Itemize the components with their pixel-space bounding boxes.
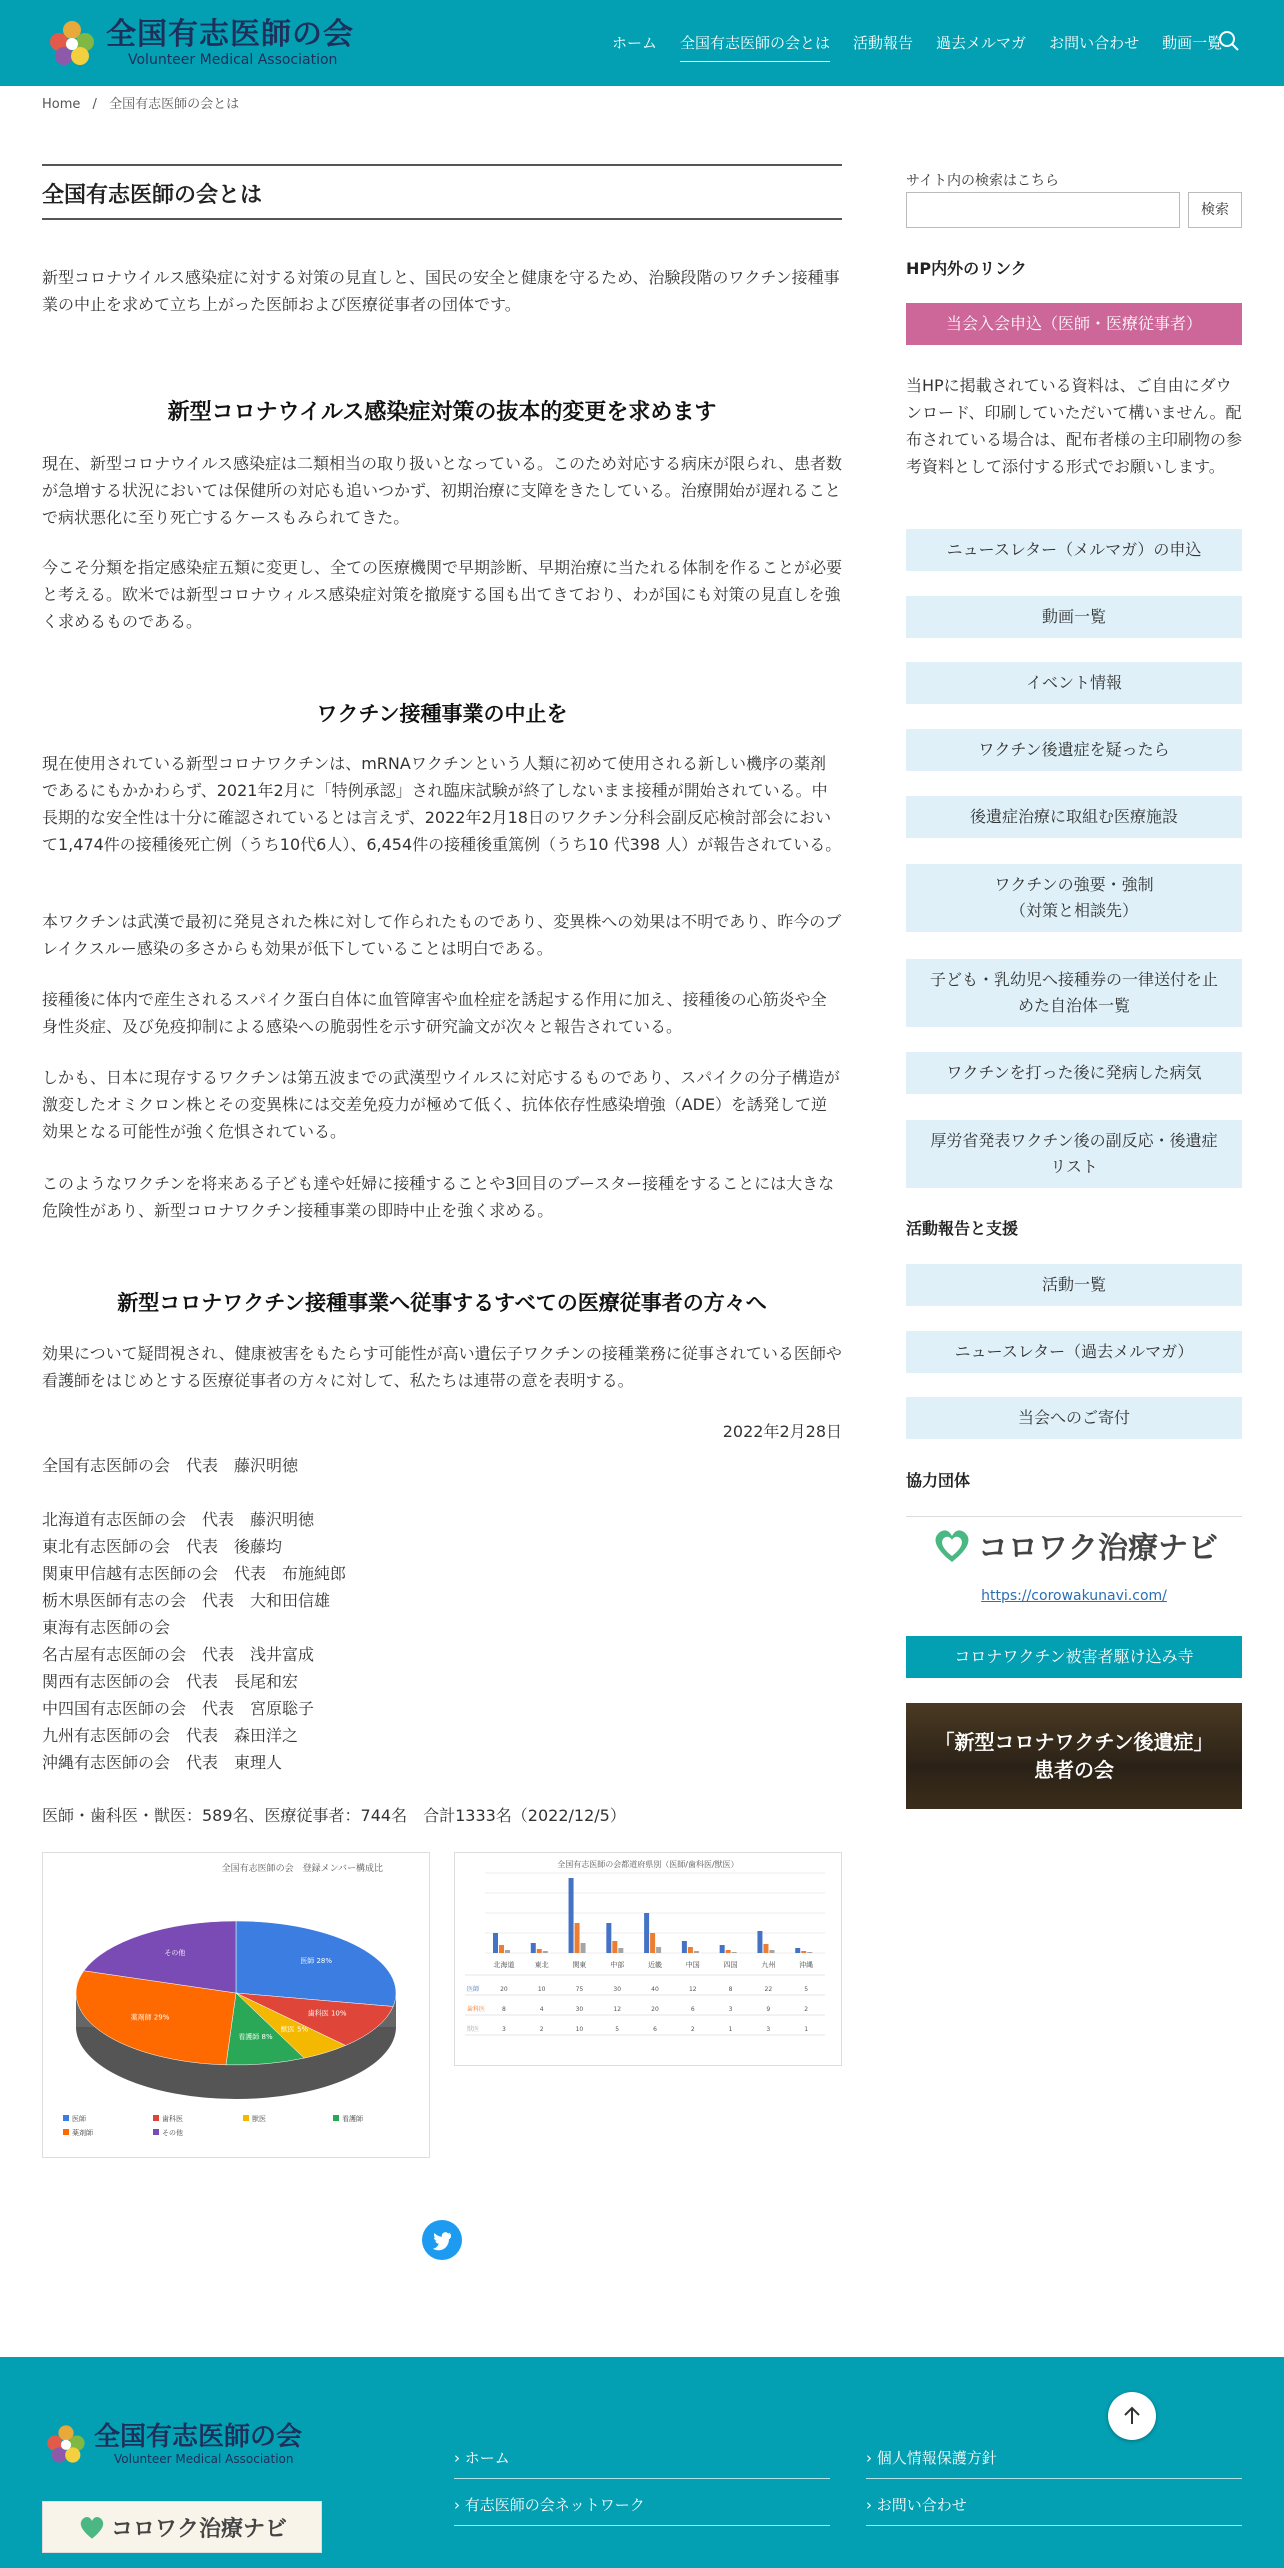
table-value: 9: [766, 2006, 771, 2013]
footer-link-network[interactable]: › 有志医師の会ネットワーク: [454, 2494, 830, 2526]
bar: [688, 1947, 693, 1953]
link-mhlw-list[interactable]: 厚労省発表ワクチン後の副反応・後遺症リスト: [906, 1120, 1242, 1188]
bar-title: 全国有志医師の会都道府県別（医師/歯科医/獣医）: [557, 1860, 739, 1869]
bar: [499, 1945, 504, 1953]
pie-legend-swatch: [333, 2115, 339, 2121]
partner-logo-text: コロワク治療ナビ: [978, 1531, 1218, 1566]
bar-category-label: 九州: [761, 1961, 776, 1969]
bar-category-label: 東北: [534, 1961, 549, 1969]
bar-category-label: 北海道: [493, 1961, 515, 1969]
logo-mark-icon: [46, 16, 98, 70]
section1-heading: 新型コロナウイルス感染症対策の抜本的変更を求めます: [167, 400, 717, 425]
footer-link-label: 個人情報保護方針: [876, 2449, 997, 2467]
table-value: 20: [651, 2006, 659, 2013]
victim-support-button[interactable]: コロナワクチン被害者駆け込み寺: [906, 1636, 1242, 1678]
logo-subtitle: Volunteer Medical Association: [128, 52, 338, 68]
pie-legend-swatch: [63, 2115, 69, 2121]
bar: [801, 1951, 806, 1953]
bar: [537, 1949, 542, 1953]
branch-item: 北海道有志医師の会 代表 藤沢明徳: [42, 1510, 315, 1529]
bar: [656, 1947, 661, 1953]
bar: [769, 1950, 774, 1953]
bar: [726, 1950, 731, 1953]
section2-paragraph-4: しかも、日本に現存するワクチンは第五波までの武漢型ウイルスに対応するものであり、スパイクの分子構造が激変したオミクロン株とその変異株には交差免疫力が極めて低く、抗体依存性感染増強（ADE）を誘発して逆効果となる可能性が強く危惧されている。: [42, 1068, 840, 1141]
region-bar-chart[interactable]: [454, 1852, 842, 2066]
nav-about[interactable]: 全国有志医師の会とは: [680, 32, 830, 62]
pie-legend-swatch: [153, 2129, 159, 2135]
member-count: 医師・歯科医・獣医：589名、医療従事者：744名 合計1333名（2022/12/5）: [42, 1806, 626, 1825]
footer-logo-subtitle: Volunteer Medical Association: [114, 2452, 294, 2466]
bar: [606, 1923, 611, 1953]
table-value: 30: [575, 2006, 584, 2013]
footer-link-label: 有志医師の会ネットワーク: [464, 2496, 645, 2514]
branch-item: 関西有志医師の会 代表 長尾和宏: [42, 1672, 299, 1691]
table-value: 3: [501, 2026, 506, 2033]
partner-heading: 協力団体: [906, 1471, 971, 1490]
footer-logo-title: 全国有志医師の会: [94, 2422, 303, 2452]
section3-heading: 新型コロナワクチン接種事業へ従事するすべての医療従事者の方々へ: [117, 1291, 767, 1315]
link-diseases[interactable]: ワクチンを打った後に発病した病気: [906, 1052, 1242, 1094]
bar: [763, 1944, 768, 1953]
table-value: 8: [728, 1986, 733, 1993]
footer-heart-icon: [77, 2514, 107, 2540]
table-value: 1: [728, 2026, 733, 2033]
bar-category-label: 四国: [723, 1961, 738, 1969]
pie-legend-swatch: [153, 2115, 159, 2121]
footer-link-label: ホーム: [464, 2449, 510, 2467]
section3-paragraph: 効果について疑問視され、健康被害をもたらす可能性が高い遺伝子ワクチンの接種業務に従事されている医師や看護師をはじめとする医療従事者の方々に対して、私たちは連帯の意を表明する。: [42, 1344, 842, 1390]
bar: [612, 1941, 617, 1953]
table-value: 6: [653, 2026, 657, 2033]
series-label: 獣医: [467, 2026, 480, 2033]
link-videos[interactable]: 動画一覧: [906, 596, 1242, 638]
scroll-to-top-button[interactable]: [1108, 2392, 1156, 2440]
branch-item: 東海有志医師の会: [42, 1618, 171, 1637]
nav-contact[interactable]: お問い合わせ: [1049, 34, 1140, 52]
representative: 全国有志医師の会 代表 藤沢明徳: [42, 1456, 299, 1475]
branch-list: [42, 1506, 842, 1776]
bar-category-label: 沖縄: [799, 1961, 814, 1969]
branch-item: 関東甲信越有志医師の会 代表 布施純郎: [42, 1564, 347, 1583]
links-heading: HP内外のリンク: [906, 259, 1027, 278]
nav-videos[interactable]: 動画一覧: [1162, 34, 1223, 52]
table-value: 10: [575, 2026, 584, 2033]
table-value: 3: [728, 2006, 733, 2013]
pie-slice-label: 看護師 8%: [238, 2032, 273, 2041]
partner-logo[interactable]: [906, 1520, 1242, 1570]
section2-paragraph-3: 接種後に体内で産生されるスパイク蛋白自体に血管障害や血栓症を誘起する作用に加え、接種後の心筋炎や全身性炎症、及び免疫抑制による感染への脆弱性を示す研究論文が次々と報告されている。: [42, 990, 827, 1036]
branch-item: 沖縄有志医師の会 代表 東理人: [42, 1753, 283, 1772]
nav-home[interactable]: ホーム: [612, 34, 658, 52]
table-value: 3: [766, 2026, 771, 2033]
table-value: 2: [690, 2026, 695, 2033]
section1-paragraph-1: 現在、新型コロナウイルス感染症は二類相当の取り扱いとなっている。このため対応する病床が限られ、患者数が急増する状況においては保健所の対応も追いつかず、初期治療に支障をきたしている。治療開始が遅れることで病状悪化に至り死亡するケースもみられてきた。: [42, 454, 843, 527]
link-newsletter-signup[interactable]: ニュースレター（メルマガ）の申込: [906, 529, 1242, 571]
bar-category-label: 関東: [572, 1961, 587, 1969]
series-label: 歯科医: [467, 2006, 486, 2013]
link-past-newsletters[interactable]: ニュースレター（過去メルマガ）: [906, 1331, 1242, 1373]
bar-category-label: 中部: [610, 1961, 625, 1969]
pie-legend-label: 獣医: [252, 2115, 266, 2123]
table-value: 8: [501, 2006, 506, 2013]
footer-link-home[interactable]: › ホーム: [454, 2447, 830, 2479]
bar: [650, 1933, 655, 1953]
branch-item: 中四国有志医師の会 代表 宮原聡子: [42, 1699, 315, 1718]
breadcrumb-home[interactable]: Home: [42, 97, 81, 112]
footer-logo[interactable]: [44, 2421, 302, 2467]
pie-legend-label: その他: [162, 2129, 183, 2137]
nav-reports[interactable]: 活動報告: [853, 34, 914, 52]
table-value: 40: [651, 1986, 659, 1993]
heart-hands-icon: [930, 1526, 974, 1564]
table-value: 1: [804, 2026, 809, 2033]
bar-category-label: 中国: [685, 1961, 700, 1969]
table-value: 5: [615, 2026, 620, 2033]
pie-slice-label: 獣医 5%: [280, 2025, 309, 2034]
arrow-up-icon: [1108, 2392, 1156, 2440]
section2-paragraph-5: このようなワクチンを将来ある子ども達や妊婦に接種することや3回目のブースター接種をすることには大きな危険性があり、新型コロナワクチン接種事業の即時中止を強く求める。: [42, 1174, 835, 1220]
table-value: 10: [537, 1986, 546, 1993]
search-button[interactable]: 検索: [1188, 192, 1242, 228]
divider: [906, 1516, 1242, 1517]
table-value: 4: [539, 2006, 544, 2013]
section2-heading: ワクチン接種事業の中止を: [316, 702, 568, 726]
link-municipalities[interactable]: 子ども・乳幼児へ接種券の一律送付を止めた自治体一覧: [906, 959, 1242, 1027]
footer-link-privacy[interactable]: › 個人情報保護方針: [866, 2447, 1242, 2479]
table-value: 22: [764, 1986, 773, 1993]
footer-navi-text: コロワク治療ナビ: [110, 2516, 287, 2542]
footer-logo-mark-icon: [44, 2421, 88, 2467]
section2-paragraph-2: 本ワクチンは武漢で最初に発見された株に対して作られたものであり、変異株への効果は不明であり、昨今のブレイクスルー感染の多さからも効果が低下していることは明白である。: [42, 912, 842, 958]
pie-chart-svg: [43, 1853, 429, 2157]
bar-chart-svg: [455, 1853, 841, 2065]
bar: [569, 1878, 574, 1953]
table-value: 30: [613, 1986, 622, 1993]
section2-paragraph-1: 現在使用されている新型コロナワクチンは、mRNAワクチンという人類に初めて使用される新しい機序の薬剤であるにもかかわらず、2021年2月に「特例承認」され臨床試験が終了しないまま接種が開始されている。中長期的な安全性は十分に確認されているとは言えず、2022年2月18日のワクチン分科会副反応検討部会において1,474件の接種後死亡例（うち10代6人）、6,454件の接種後重篤例（うち10 代398 人）が報告されている。: [42, 754, 842, 854]
branch-item: 名古屋有志医師の会 代表 浅井富成: [42, 1645, 315, 1664]
pie-slice-label: 医師 28%: [300, 1957, 333, 1966]
bar: [807, 1952, 812, 1953]
bar-category-label: 近畿: [648, 1961, 662, 1969]
logo-title: 全国有志医師の会: [106, 17, 354, 52]
bar: [720, 1945, 725, 1953]
pie-slice-label: 歯科医 10%: [307, 2009, 347, 2018]
branch-item: 九州有志医師の会 代表 森田洋之: [42, 1726, 299, 1745]
join-button[interactable]: 当会入会申込（医師・医療従事者）: [906, 303, 1242, 345]
partner-url-link[interactable]: https://corowakunavi.com/: [981, 1588, 1167, 1604]
link-clinics[interactable]: 後遺症治療に取組む医療施設: [906, 796, 1242, 838]
pie-legend-label: 歯科医: [162, 2115, 183, 2123]
search-input[interactable]: [906, 192, 1180, 228]
pie-legend-label: 医師: [72, 2115, 86, 2123]
table-value: 2: [804, 2006, 809, 2013]
table-value: 6: [690, 2006, 695, 2013]
bar: [531, 1943, 536, 1953]
pie-legend-swatch: [243, 2115, 249, 2121]
download-notice: 当HPに掲載されている資料は、ご自由にダウンロード、印刷していただいて構いません。配布されている場合は、配布者様の主印刷物の参考資料として添付する形式でお願いします。: [906, 376, 1243, 476]
footer-navi-banner[interactable]: [42, 2501, 322, 2553]
activity-heading: 活動報告と支援: [906, 1219, 1019, 1238]
pie-legend-swatch: [63, 2129, 69, 2135]
bar: [732, 1952, 737, 1953]
bar: [493, 1933, 498, 1953]
breadcrumb: [42, 93, 247, 112]
link-events[interactable]: イベント情報: [906, 662, 1242, 704]
link-activities[interactable]: 活動一覧: [906, 1264, 1242, 1306]
breadcrumb-current: 全国有志医師の会とは: [109, 97, 240, 112]
member-pie-chart[interactable]: [42, 1852, 430, 2158]
link-side-effects[interactable]: ワクチン後遺症を疑ったら: [906, 729, 1242, 771]
nav-newsletters[interactable]: 過去メルマガ: [936, 34, 1027, 52]
banner-text: 「新型コロナワクチン後遺症」 患者の会: [934, 1730, 1214, 1782]
breadcrumb-separator: /: [92, 97, 97, 112]
statement-date: 2022年2月28日: [722, 1422, 842, 1441]
link-coercion[interactable]: ワクチンの強要・強制 （対策と相談先）: [906, 864, 1242, 932]
pie-slice-label: 薬剤師 29%: [130, 2013, 170, 2022]
site-footer: [0, 2357, 1284, 2568]
section1-paragraph-2: 今こそ分類を指定感染症五類に変更し、全ての医療機関で早期診断、早期治療に当たれる体制を作ることが必要と考える。欧米では新型コロナウィルス感染症対策を撤廃する国も出てきており、わが国にも対策の見直しを強く求めるものである。: [42, 558, 843, 631]
site-logo[interactable]: [46, 16, 354, 70]
bar: [694, 1951, 699, 1953]
series-label: 医師: [467, 1986, 480, 1993]
bar: [644, 1913, 649, 1953]
bar: [581, 1943, 586, 1953]
pie-legend-label: 薬剤師: [72, 2129, 93, 2137]
link-donate[interactable]: 当会へのご寄付: [906, 1397, 1242, 1439]
table-value: 20: [500, 1986, 508, 1993]
table-value: 5: [804, 1986, 809, 1993]
bar: [543, 1951, 548, 1953]
branch-item: 栃木県医師有志の会 代表 大和田信雄: [42, 1591, 331, 1610]
sidebar: [906, 0, 1242, 1820]
bar: [795, 1948, 800, 1953]
table-value: 2: [539, 2026, 544, 2033]
bar: [505, 1950, 510, 1953]
twitter-share-icon[interactable]: [422, 2220, 462, 2260]
table-value: 75: [575, 1986, 584, 1993]
footer-link-contact[interactable]: › お問い合わせ: [866, 2494, 1242, 2526]
partner-url-wrap: [906, 1585, 1242, 1604]
page-title: 全国有志医師の会とは: [42, 164, 842, 220]
patient-group-banner[interactable]: [906, 1703, 1242, 1809]
branch-item: 東北有志医師の会 代表 後藤均: [42, 1537, 283, 1556]
search-label: サイト内の検索はこちら: [906, 173, 1060, 189]
bar: [618, 1948, 623, 1953]
bar: [757, 1931, 762, 1953]
pie-legend-label: 看護師: [342, 2115, 363, 2123]
bar: [682, 1941, 687, 1953]
intro-paragraph: 新型コロナウイルス感染症に対する対策の見直しと、国民の安全と健康を守るため、治験段階のワクチン接種事業の中止を求めて立ち上がった医師および医療従事者の団体です。: [42, 268, 840, 314]
footer-link-label: お問い合わせ: [876, 2496, 967, 2514]
bar: [575, 1923, 580, 1953]
pie-title: 全国有志医師の会 登録メンバー構成比: [221, 1864, 383, 1874]
pie-slice-label: その他: [164, 1949, 186, 1958]
table-value: 12: [613, 2006, 622, 2013]
table-value: 12: [688, 1986, 697, 1993]
